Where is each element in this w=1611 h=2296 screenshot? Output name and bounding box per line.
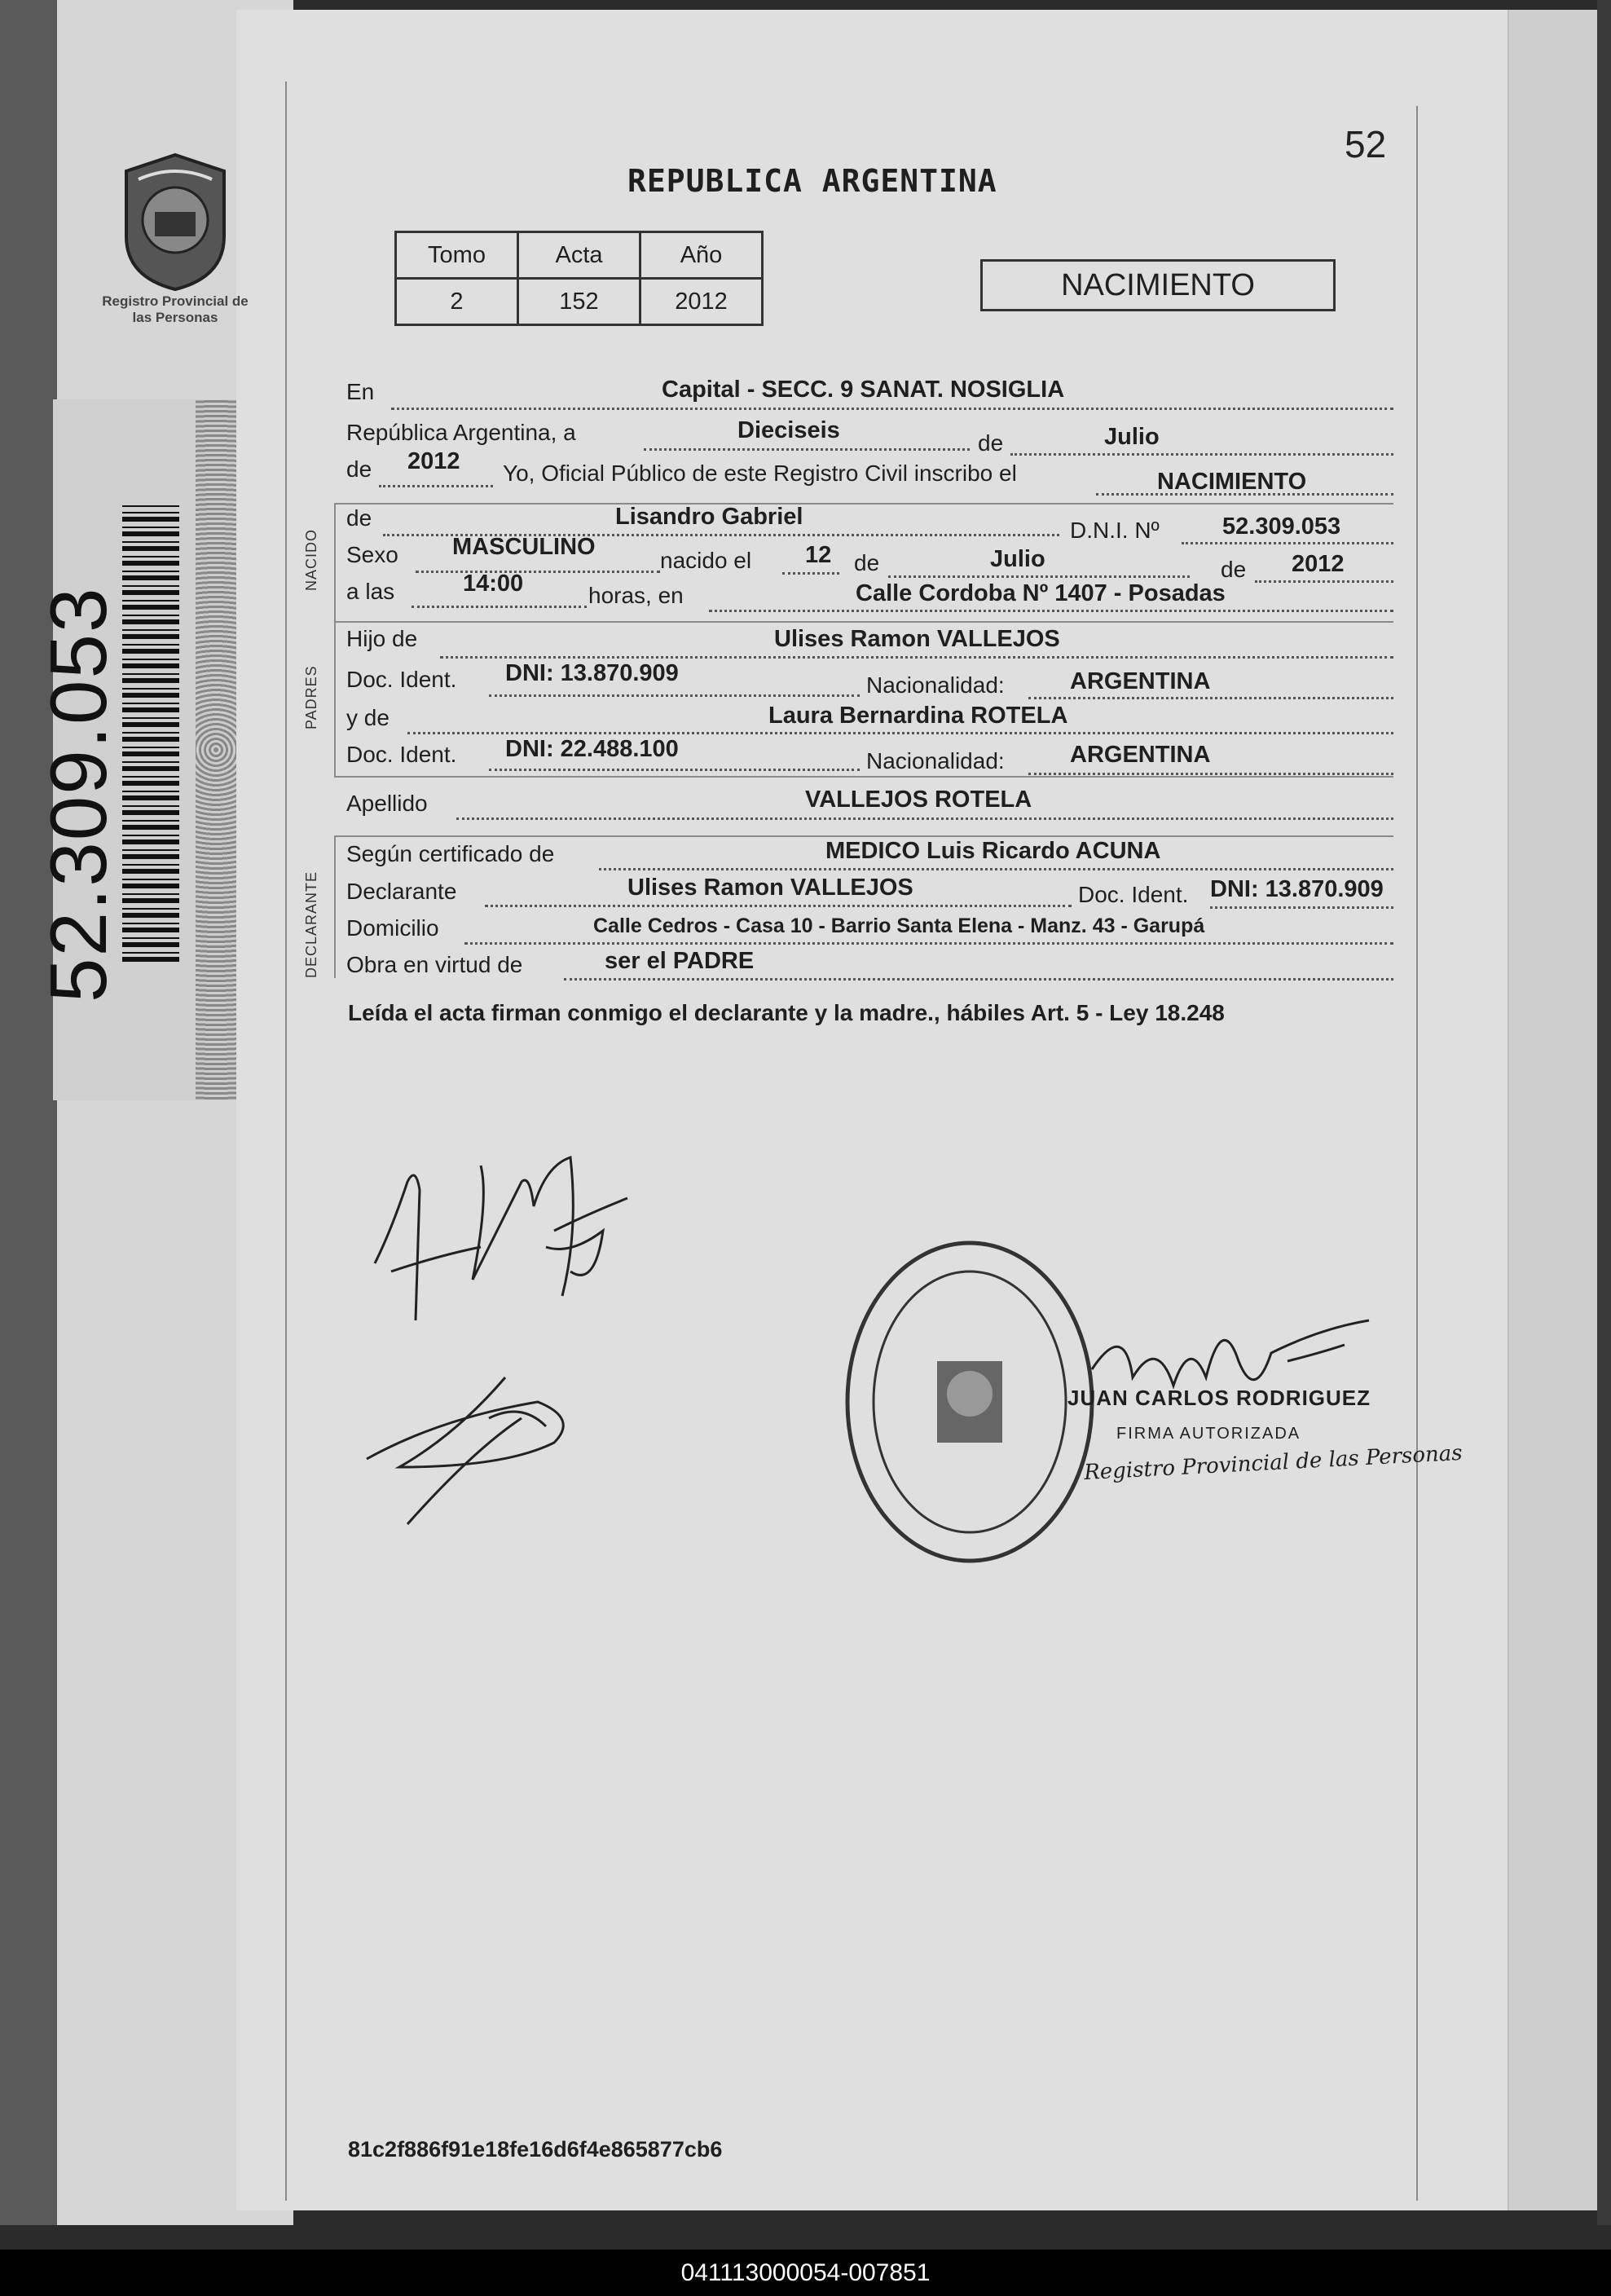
- value-domicilio: Calle Cedros - Casa 10 - Barrio Santa Elena - Manz. 43 - Garupá: [593, 914, 1205, 937]
- section-divider: [334, 503, 1393, 505]
- value-padre-nac: ARGENTINA: [1070, 668, 1211, 694]
- value-madre-nac: ARGENTINA: [1070, 742, 1211, 768]
- signature-1: [359, 1133, 652, 1382]
- label-sexo: Sexo: [346, 542, 398, 567]
- section-divider: [334, 835, 1393, 837]
- official-seal: [835, 1231, 1104, 1577]
- value-acto: NACIMIENTO: [1157, 469, 1307, 495]
- dotted-line: [599, 868, 1393, 870]
- dotted-line: [1255, 580, 1393, 583]
- book-right-edge: [1508, 10, 1599, 2210]
- label-yo: Yo, Oficial Público de este Registro Civil inscribo el: [503, 461, 1017, 486]
- label-y-de: y de: [346, 705, 390, 730]
- value-hora: 14:00: [463, 571, 524, 597]
- side-label-declarante: DECLARANTE: [303, 870, 319, 978]
- record-table: [394, 231, 764, 326]
- dotted-line: [1028, 697, 1393, 699]
- book-outer-edge: [1597, 0, 1611, 2225]
- label-dni: D.N.I. Nº: [1070, 518, 1160, 543]
- value-padre-doc: DNI: 13.870.909: [505, 660, 679, 686]
- label-de: de: [978, 430, 1004, 456]
- dotted-line: [391, 408, 1393, 410]
- label-doc-ident-3: Doc. Ident.: [1078, 882, 1189, 907]
- dotted-line: [782, 572, 839, 575]
- dotted-line: [888, 575, 1190, 578]
- value-declarante: Ulises Ramon VALLEJOS: [627, 875, 913, 901]
- dotted-line: [489, 769, 860, 771]
- barcode-number: [33, 945, 125, 1003]
- dotted-line: [416, 571, 660, 573]
- value-nac-dia: 12: [805, 542, 832, 568]
- value-nac-mes: Julio: [990, 546, 1045, 572]
- dotted-line: [644, 448, 970, 451]
- value-lugar-nac: Calle Cordoba Nº 1407 - Posadas: [856, 580, 1226, 606]
- stamp-name: JUAN CARLOS RODRIGUEZ: [1067, 1386, 1371, 1410]
- section-bar: [334, 503, 336, 621]
- value-anio: 2012: [407, 448, 460, 474]
- signature-2: [359, 1369, 603, 1536]
- label-doc-ident-2: Doc. Ident.: [346, 742, 457, 767]
- page-number: 52: [1345, 123, 1387, 165]
- record-value-anio: 2012: [640, 279, 763, 325]
- label-nacionalidad-2: Nacionalidad:: [866, 748, 1005, 773]
- dotted-line: [379, 485, 493, 487]
- label-de-year: de: [346, 456, 372, 482]
- side-label-padres: PADRES: [303, 665, 319, 729]
- section-divider: [334, 776, 1393, 778]
- value-dia: Dieciseis: [737, 417, 840, 443]
- dotted-line: [489, 694, 860, 697]
- section-bar: [334, 621, 336, 776]
- label-segun: Según certificado de: [346, 841, 555, 866]
- label-nacionalidad-1: Nacionalidad:: [866, 672, 1005, 698]
- closing-statement: Leída el acta firman conmigo el declarante y la madre., hábiles Art. 5 - Ley 18.248: [348, 1000, 1225, 1025]
- dotted-line: [709, 610, 1393, 612]
- document-hash: 81c2f886f91e18fe16d6f4e865877cb6: [348, 2137, 723, 2162]
- dotted-line: [440, 656, 1393, 659]
- section-divider: [334, 621, 1393, 623]
- value-padre: Ulises Ramon VALLEJOS: [774, 626, 1060, 652]
- record-header-anio: Año: [640, 232, 763, 279]
- section-bar: [334, 835, 336, 978]
- dotted-line: [1210, 906, 1393, 909]
- label-horas-en: horas, en: [588, 583, 684, 608]
- right-margin-line: [1416, 106, 1418, 2201]
- book-left-edge: [0, 0, 57, 2225]
- stamp-organization: Registro Provincial de las Personas: [1083, 1440, 1464, 1486]
- value-obra: ser el PADRE: [605, 948, 755, 974]
- value-apellido: VALLEJOS ROTELA: [805, 787, 1032, 813]
- dotted-line: [412, 606, 587, 608]
- record-value-tomo: 2: [396, 279, 518, 325]
- dotted-line: [1010, 453, 1393, 456]
- value-dni: 52.309.053: [1222, 513, 1341, 540]
- official-signature: [1076, 1304, 1385, 1439]
- value-madre-doc: DNI: 22.488.100: [505, 736, 679, 762]
- label-doc-ident-1: Doc. Ident.: [346, 667, 457, 692]
- registry-logo: [114, 147, 236, 297]
- dotted-line: [1028, 773, 1393, 775]
- value-declarante-doc: DNI: 13.870.909: [1210, 876, 1384, 902]
- label-hijo-de: Hijo de: [346, 626, 418, 651]
- label-apellido: Apellido: [346, 791, 428, 816]
- document-title: REPUBLICA ARGENTINA: [627, 163, 997, 199]
- label-en: En: [346, 379, 375, 404]
- label-republica: República Argentina, a: [346, 420, 576, 445]
- record-value-acta: 152: [518, 279, 640, 325]
- label-obra: Obra en virtud de: [346, 952, 523, 977]
- value-sexo: MASCULINO: [452, 534, 596, 560]
- document-page: [236, 10, 1508, 2210]
- label-domicilio: Domicilio: [346, 915, 439, 941]
- label-nacido-el: nacido el: [660, 548, 752, 573]
- dotted-line: [464, 942, 1393, 945]
- label-a-las: a las: [346, 579, 395, 604]
- value-lugar: Capital - SECC. 9 SANAT. NOSIGLIA: [662, 377, 1065, 403]
- footer-id: 041113000054-007851: [0, 2250, 1611, 2296]
- dotted-line: [1182, 542, 1393, 544]
- record-type: NACIMIENTO: [980, 259, 1336, 311]
- record-header-acta: Acta: [518, 232, 640, 279]
- dotted-line: [564, 978, 1393, 981]
- logo-caption: Registro Provincial de las Personas: [102, 293, 249, 325]
- dotted-line: [456, 817, 1393, 820]
- stamp-role: FIRMA AUTORIZADA: [1116, 1425, 1301, 1443]
- dotted-line: [485, 905, 1072, 907]
- value-nac-anio: 2012: [1292, 551, 1345, 577]
- security-pattern: [196, 399, 236, 1100]
- value-mes: Julio: [1104, 424, 1160, 450]
- value-madre: Laura Bernardina ROTELA: [768, 703, 1068, 729]
- value-certificado: MEDICO Luis Ricardo ACUNA: [825, 838, 1161, 864]
- value-nombre: Lisandro Gabriel: [615, 504, 803, 530]
- label-de2: de: [854, 550, 880, 575]
- record-header-tomo: Tomo: [396, 232, 518, 279]
- side-label-nacido: NACIDO: [303, 528, 319, 591]
- barcode-bars: [122, 505, 179, 962]
- label-de3: de: [1221, 557, 1247, 582]
- dotted-line: [407, 732, 1393, 734]
- left-margin-line: [285, 82, 287, 2201]
- label-declarante: Declarante: [346, 879, 457, 904]
- label-de-name: de: [346, 505, 372, 531]
